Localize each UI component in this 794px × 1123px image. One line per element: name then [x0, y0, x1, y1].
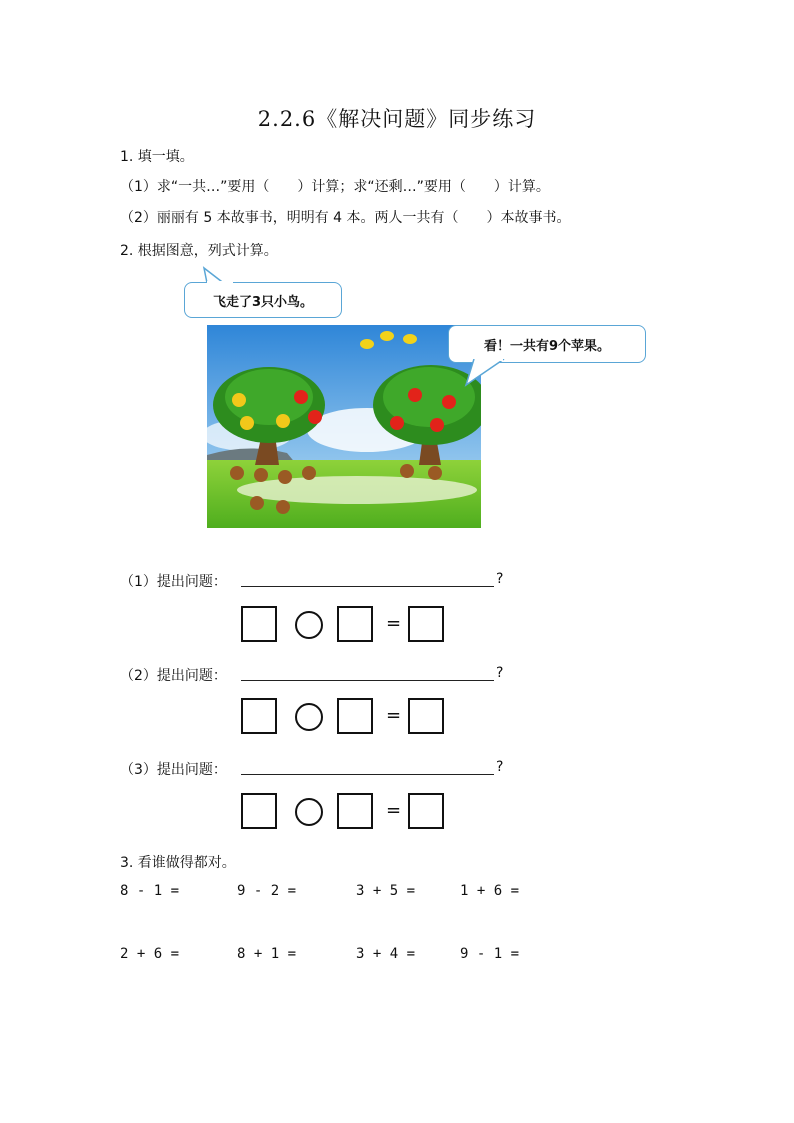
q3-calc-2-2: 8 + 1 =: [237, 946, 297, 962]
bubble-right-text: 看！一共有9个苹果。: [483, 338, 611, 354]
q3-calc-2-1: 2 + 6 =: [120, 946, 180, 962]
orchard-illustration: [207, 325, 481, 528]
q2-item-3-answer-line[interactable]: [241, 774, 494, 775]
q2-item-1-box-result[interactable]: [408, 606, 444, 642]
q2-item-1-box-a[interactable]: [241, 606, 277, 642]
speech-bubble-right-tail: [464, 359, 524, 389]
speech-bubble-left-tail-cover: [206, 281, 236, 285]
q2-item-3-box-result[interactable]: [408, 793, 444, 829]
q2-item-3-label: （3）提出问题：: [120, 762, 227, 778]
speech-bubble-left: [184, 282, 342, 318]
bubble-left-text: 飞走了3只小鸟。: [212, 294, 314, 310]
q2-item-2-answer-line[interactable]: [241, 680, 494, 681]
page-title: 2.2.6《解决问题》同步练习: [257, 107, 537, 131]
q2-item-1-operator-circle[interactable]: [295, 611, 323, 639]
q2-item-2-label: （2）提出问题：: [120, 668, 227, 684]
q3-calc-1-4: 1 + 6 =: [460, 883, 520, 899]
q3-calc-2-3: 3 + 4 =: [356, 946, 416, 962]
q2-item-2-operator-circle[interactable]: [295, 703, 323, 731]
q2-item-3-box-b[interactable]: [337, 793, 373, 829]
q2-item-3-operator-circle[interactable]: [295, 798, 323, 826]
q2-item-2-box-b[interactable]: [337, 698, 373, 734]
q2-item-1-qmark: ?: [496, 571, 504, 587]
q1-item-1: （1）求“一共…”要用（ ）计算；求“还剩…”要用（ ）计算。: [120, 179, 550, 195]
q1-item-2: （2）丽丽有 5 本故事书，明明有 4 本。两人一共有（ ）本故事书。: [120, 210, 571, 226]
q2-item-3-box-a[interactable]: [241, 793, 277, 829]
q2-item-2-box-a[interactable]: [241, 698, 277, 734]
q2-heading: 2. 根据图意，列式计算。: [120, 243, 278, 259]
q2-item-3-equals: =: [386, 800, 402, 821]
q3-heading: 3. 看谁做得都对。: [120, 855, 236, 871]
q2-item-3-qmark: ?: [496, 759, 504, 775]
q2-item-2-equals: =: [386, 705, 402, 726]
q3-calc-1-2: 9 - 2 =: [237, 883, 297, 899]
speech-bubble-right: [448, 325, 646, 363]
q2-item-1-label: （1）提出问题：: [120, 574, 227, 590]
q2-item-1-equals: =: [386, 613, 402, 634]
q1-heading: 1. 填一填。: [120, 149, 194, 165]
q3-calc-1-1: 8 - 1 =: [120, 883, 180, 899]
q2-item-1-answer-line[interactable]: [241, 586, 494, 587]
q2-item-2-qmark: ?: [496, 665, 504, 681]
q2-item-2-box-result[interactable]: [408, 698, 444, 734]
q3-calc-1-3: 3 + 5 =: [356, 883, 416, 899]
q2-item-1-box-b[interactable]: [337, 606, 373, 642]
q3-calc-2-4: 9 - 1 =: [460, 946, 520, 962]
